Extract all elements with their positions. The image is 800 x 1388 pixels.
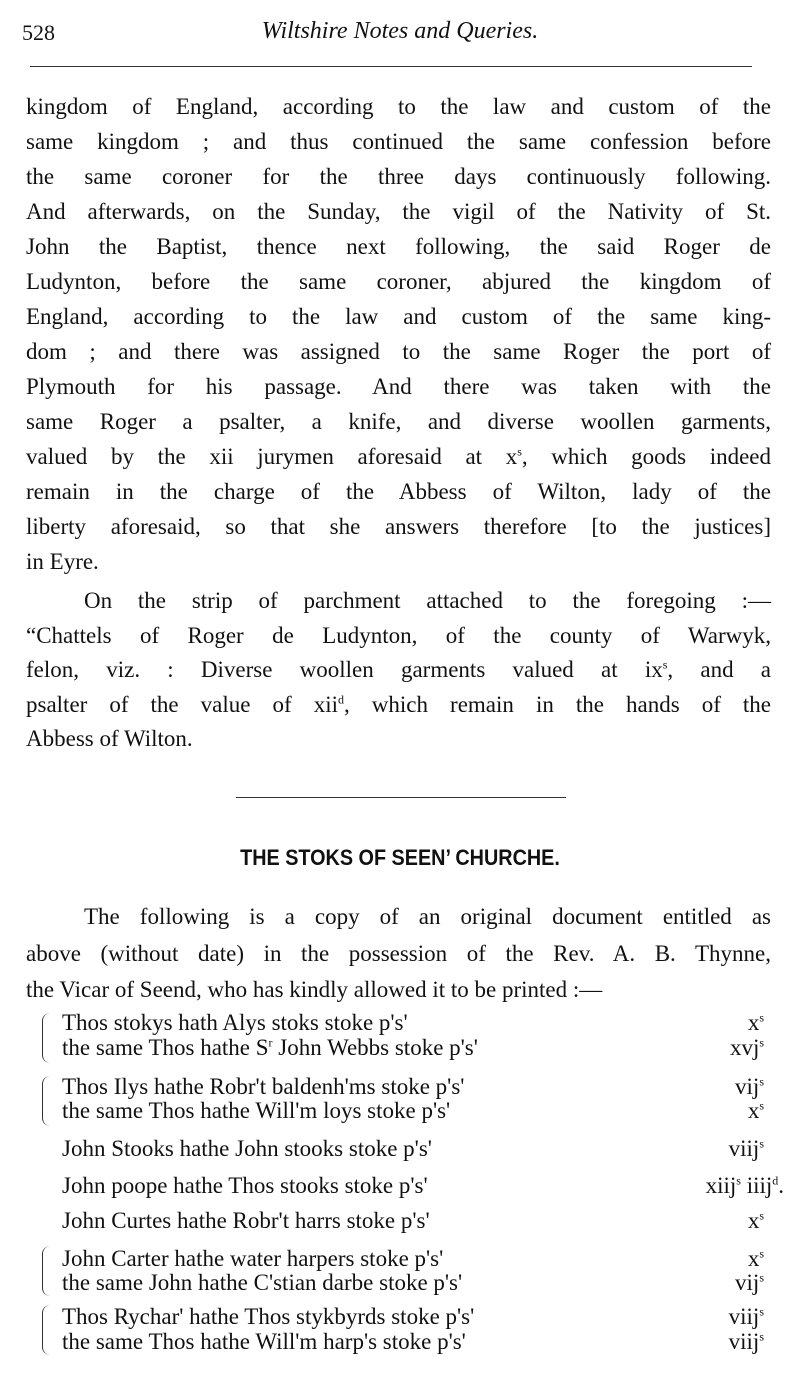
section-divider	[236, 797, 566, 798]
text-segment: the same John hathe C'stian darbe stoke p's'	[62, 1270, 463, 1295]
text-segment: the same Thos hathe Will'm loys stoke p's'	[62, 1098, 451, 1123]
superscript: s	[759, 1208, 764, 1223]
superscript: s	[759, 1329, 764, 1344]
stock-entry	[62, 1270, 462, 1296]
text-segment: in Eyre.	[26, 549, 99, 574]
text-line	[26, 302, 771, 332]
superscript: s	[759, 1035, 764, 1050]
text-segment: Ludynton, before the same coroner, abjured the kingdom of	[26, 269, 771, 294]
text-segment: vij	[735, 1074, 760, 1099]
header-rule	[30, 66, 752, 67]
text-line	[26, 407, 771, 437]
text-segment: same Roger a psalter, a knife, and diverse woollen garments,	[26, 409, 771, 434]
text-segment: John poope hathe Thos stooks stoke p's'	[62, 1173, 428, 1198]
text-segment: same kingdom ; and thus continued the same confession before	[26, 129, 771, 154]
stock-entry	[62, 1035, 478, 1061]
superscript: s	[759, 1136, 764, 1151]
text-line	[84, 586, 771, 616]
text-segment: Plymouth for his passage. And there was taken with the	[26, 374, 771, 399]
text-segment: x	[747, 1246, 760, 1271]
superscript: r	[268, 1035, 273, 1050]
stock-entry	[62, 1246, 443, 1272]
page-number: 528	[22, 20, 55, 45]
text-line	[26, 655, 771, 685]
text-line	[26, 162, 771, 192]
text-segment: liberty aforesaid, so that she answers therefore [to the justices]	[26, 514, 771, 539]
text-segment: xvj	[729, 1035, 760, 1060]
text-segment: x	[747, 1208, 760, 1233]
text-segment: psalter of the value of xii	[26, 691, 339, 717]
text-segment: vij	[735, 1270, 760, 1295]
text-line	[26, 267, 771, 297]
text-segment: John Carter hathe water harpers stoke p's'	[62, 1246, 444, 1271]
brace-group-1	[42, 1013, 51, 1063]
text-segment: John Webbs stoke p's'	[272, 1035, 478, 1060]
text-segment: .	[778, 1173, 784, 1198]
text-line	[26, 337, 771, 367]
text-segment: Abbess of Wilton.	[26, 726, 193, 751]
brace-group-3	[42, 1246, 51, 1296]
text-segment: , and a	[667, 657, 771, 682]
text-segment: remain in the charge of the Abbess of Wilton, lady of the	[26, 479, 771, 504]
stock-value	[729, 1136, 764, 1162]
stock-entry	[62, 1098, 450, 1124]
text-line	[26, 127, 771, 157]
text-segment: viij	[728, 1329, 760, 1354]
text-segment: above (without date) in the possession of the Rev. A. B. Thynne,	[26, 940, 771, 966]
superscript: s	[662, 657, 668, 672]
superscript: s	[759, 1074, 764, 1089]
superscript: d	[338, 691, 345, 706]
section-title: THE STOKS OF SEEN’ CHURCHE.	[240, 845, 560, 870]
text-segment: England, according to the law and custom of the same king-	[26, 304, 771, 329]
text-segment: the Vicar of Seend, who has kindly allowed it to be printed :—	[26, 977, 603, 1002]
running-title: Wiltshire Notes and Queries.	[261, 18, 539, 44]
superscript: d	[772, 1173, 779, 1188]
stock-entry	[62, 1208, 430, 1234]
text-segment: x	[747, 1098, 760, 1123]
text-segment: xiij	[705, 1173, 737, 1198]
superscript: s	[759, 1246, 764, 1261]
stock-value	[748, 1246, 764, 1272]
text-line	[26, 372, 771, 402]
text-segment: Thos Rychar' hathe Thos stykbyrds stoke p's'	[62, 1304, 475, 1329]
text-line	[26, 232, 771, 262]
stock-entry	[62, 1173, 428, 1199]
superscript: s	[759, 1010, 764, 1025]
stock-value	[735, 1270, 764, 1296]
superscript: s	[517, 444, 522, 459]
text-segment: Thos stokys hath Alys stoks stoke p's'	[62, 1010, 408, 1035]
text-line	[84, 902, 771, 932]
text-line	[26, 547, 771, 577]
text-segment: the same coroner for the three days continuously following.	[26, 164, 771, 189]
stock-value	[730, 1035, 764, 1061]
text-segment: valued by the xii jurymen aforesaid at x	[26, 444, 518, 469]
stock-entry	[62, 1136, 432, 1162]
text-line	[26, 197, 771, 227]
stock-entry	[62, 1074, 464, 1100]
text-segment: iiij	[740, 1173, 773, 1198]
text-segment: The following is a copy of an original document entitled as	[84, 904, 771, 929]
brace-group-2	[42, 1076, 51, 1126]
stock-value	[735, 1074, 764, 1100]
stock-entry	[62, 1304, 474, 1330]
text-segment: , which goods indeed	[521, 444, 772, 469]
text-segment: felon, viz. : Diverse woollen garments valued at ix	[26, 657, 663, 682]
superscript: s	[759, 1304, 764, 1319]
text-segment: On the strip of parchment attached to the foregoing :—	[84, 588, 771, 613]
text-segment: , which remain in the hands of the	[344, 691, 772, 717]
text-segment: Thos Ilys hathe Robr't baldenh'ms stoke p's'	[62, 1074, 465, 1099]
text-line	[26, 442, 771, 472]
superscript: s	[759, 1270, 764, 1285]
stock-value	[748, 1208, 764, 1234]
stock-entry	[62, 1329, 466, 1355]
text-line	[26, 621, 771, 651]
text-segment: And afterwards, on the Sunday, the vigil of the Nativity of St.	[26, 199, 771, 224]
stock-value	[729, 1329, 764, 1355]
text-segment: John Curtes hathe Robr't harrs stoke p's'	[62, 1208, 430, 1233]
text-segment: dom ; and there was assigned to the same Roger the port of	[26, 339, 771, 364]
text-segment: “Chattels of Roger de Ludynton, of the county of Warwyk,	[26, 622, 771, 648]
superscript: s	[759, 1098, 764, 1113]
text-line	[26, 724, 771, 754]
brace-group-4	[42, 1305, 51, 1355]
text-line	[26, 939, 771, 969]
text-segment: viij	[728, 1136, 760, 1161]
text-segment: the same Thos hathe Will'm harp's stoke p's'	[62, 1329, 466, 1354]
text-segment: John the Baptist, thence next following, the said Roger de	[26, 234, 771, 259]
text-segment: the same Thos hathe S	[62, 1035, 269, 1060]
stock-entry	[62, 1010, 408, 1036]
text-segment: viij	[728, 1304, 760, 1329]
stock-value	[748, 1098, 764, 1124]
text-line	[26, 512, 771, 542]
text-line	[26, 975, 771, 1005]
superscript: s	[736, 1173, 741, 1188]
stock-value	[729, 1304, 764, 1330]
stock-value	[748, 1010, 764, 1036]
text-segment: kingdom of England, according to the law and custom of the	[26, 94, 771, 119]
text-segment: x	[747, 1010, 760, 1035]
text-segment: John Stooks hathe John stooks stoke p's'	[62, 1136, 432, 1161]
text-line	[26, 690, 771, 720]
stock-value	[706, 1173, 784, 1199]
text-line	[26, 477, 771, 507]
text-line	[26, 92, 771, 122]
